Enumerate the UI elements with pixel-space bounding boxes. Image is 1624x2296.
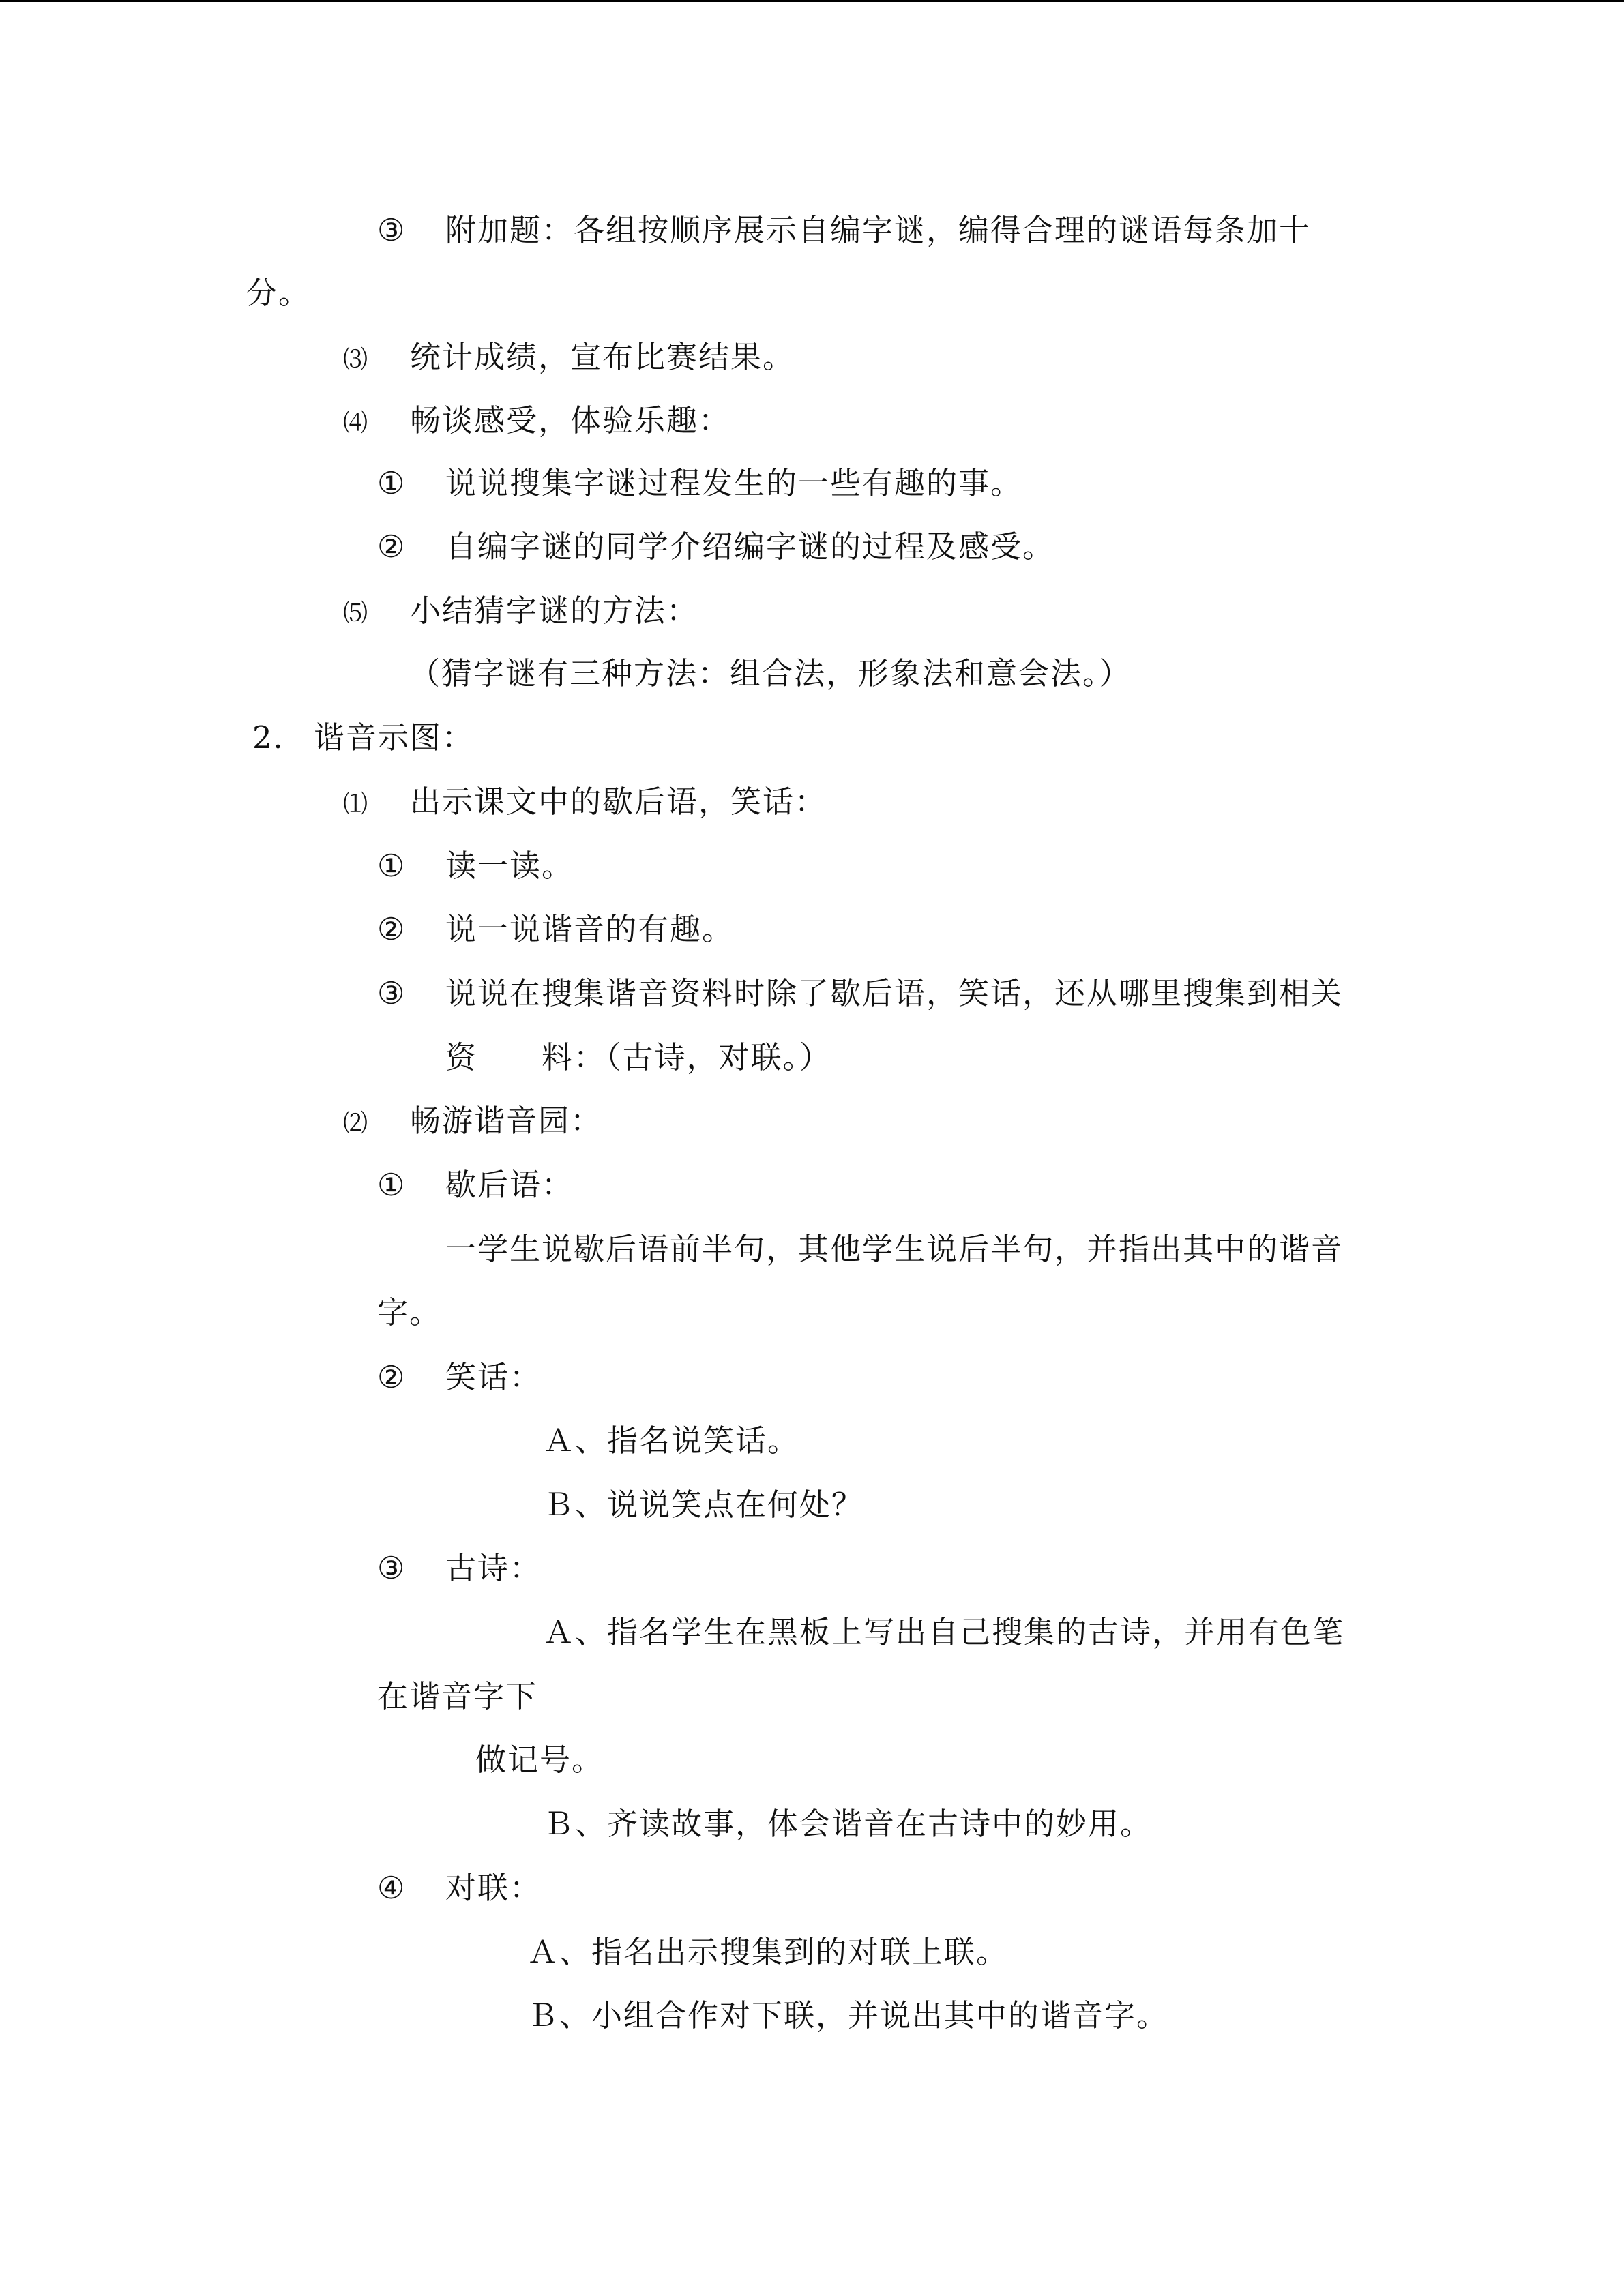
text-line	[252, 717, 474, 758]
line-text: 在谐音字下	[377, 1678, 538, 1714]
item-marker: ⑶	[343, 346, 370, 374]
text-line	[445, 1229, 1343, 1270]
item-marker: ②	[377, 528, 407, 565]
text-line	[377, 526, 1054, 567]
item-marker: ①	[377, 848, 407, 884]
line-text: 畅游谐音园：	[410, 1103, 603, 1139]
line-text: 资 料：（古诗，对联。）	[445, 1039, 832, 1075]
line-text: 说说在搜集谐音资料时除了歇后语，笑话，还从哪里搜集到相关	[445, 975, 1344, 1011]
line-text: 对联：	[445, 1870, 542, 1906]
line-text: 谐音示图：	[314, 719, 475, 756]
text-line	[343, 1101, 602, 1144]
line-text: 一学生说歇后语前半句，其他学生说后半句，并指出其中的谐音	[445, 1231, 1344, 1267]
line-text: Ｂ、齐读故事，体会谐音在古诗中的妙用。	[543, 1806, 1153, 1842]
item-marker: ③	[377, 212, 407, 248]
line-text: Ａ、指名学生在黑板上写出自己搜集的古诗，并用有色笔	[543, 1614, 1345, 1650]
line-text: 字。	[377, 1294, 442, 1330]
item-marker: ⑴	[343, 790, 370, 818]
line-text: 统计成绩，宣布比赛结果。	[410, 339, 795, 375]
line-text: 歇后语：	[445, 1167, 574, 1203]
text-line	[377, 1868, 542, 1909]
item-marker: ⑵	[343, 1109, 370, 1137]
line-text: Ａ、指名出示搜集到的对联上联。	[527, 1934, 1009, 1970]
text-line	[475, 1740, 604, 1780]
page-top-border	[0, 0, 1624, 2]
text-line	[343, 400, 730, 444]
item-marker: 2．	[252, 719, 306, 756]
text-line	[377, 463, 1022, 504]
item-marker: ④	[377, 1870, 407, 1906]
text-line	[543, 1420, 799, 1461]
item-marker: ①	[377, 1167, 407, 1203]
text-line	[543, 1485, 863, 1525]
text-line	[377, 1548, 542, 1589]
item-marker: ⑸	[343, 599, 370, 627]
line-text: 古诗：	[445, 1550, 542, 1586]
text-line	[527, 1932, 1008, 1973]
text-line	[543, 1804, 1152, 1845]
line-text: Ｂ、小组合作对下联，并说出其中的谐音字。	[527, 1997, 1169, 2033]
text-line	[527, 1995, 1168, 2036]
text-line	[377, 210, 1311, 251]
line-text: 说说搜集字谜过程发生的一些有趣的事。	[445, 465, 1023, 501]
line-text: 自编字谜的同学介绍编字谜的过程及感受。	[445, 528, 1055, 565]
text-line	[343, 337, 795, 381]
line-text: 分。	[246, 275, 311, 311]
text-line	[377, 1165, 574, 1206]
text-line	[377, 1676, 537, 1717]
text-line	[377, 1292, 441, 1333]
item-marker: ③	[377, 1550, 407, 1586]
line-text: 做记号。	[475, 1742, 604, 1778]
line-text: 笑话：	[445, 1359, 542, 1395]
text-line	[445, 1037, 831, 1078]
item-marker: ⑷	[343, 409, 370, 437]
line-text: 说一说谐音的有趣。	[445, 911, 735, 947]
text-line	[343, 591, 698, 634]
line-text: 畅谈感受，体验乐趣：	[410, 402, 731, 438]
text-line	[377, 1357, 542, 1398]
line-text: 读一读。	[445, 848, 574, 884]
text-line	[543, 1612, 1344, 1653]
text-line	[409, 653, 1132, 694]
text-line	[246, 273, 310, 314]
line-text: （猜字谜有三种方法：组合法，形象法和意会法。）	[409, 655, 1132, 691]
line-text: Ａ、指名说笑话。	[543, 1422, 800, 1459]
item-marker: ①	[377, 465, 407, 501]
text-line	[377, 846, 574, 886]
item-marker: ②	[377, 1359, 407, 1395]
line-text: Ｂ、说说笑点在何处？	[543, 1487, 864, 1523]
line-text: 出示课文中的歇后语，笑话：	[410, 784, 827, 820]
text-line	[343, 781, 827, 825]
text-line	[377, 909, 734, 950]
item-marker: ②	[377, 911, 407, 947]
item-marker: ③	[377, 975, 407, 1011]
text-line	[377, 973, 1343, 1014]
line-text: 附加题：各组按顺序展示自编字谜，编得合理的谜语每条加十	[445, 212, 1312, 248]
line-text: 小结猜字谜的方法：	[410, 593, 699, 629]
